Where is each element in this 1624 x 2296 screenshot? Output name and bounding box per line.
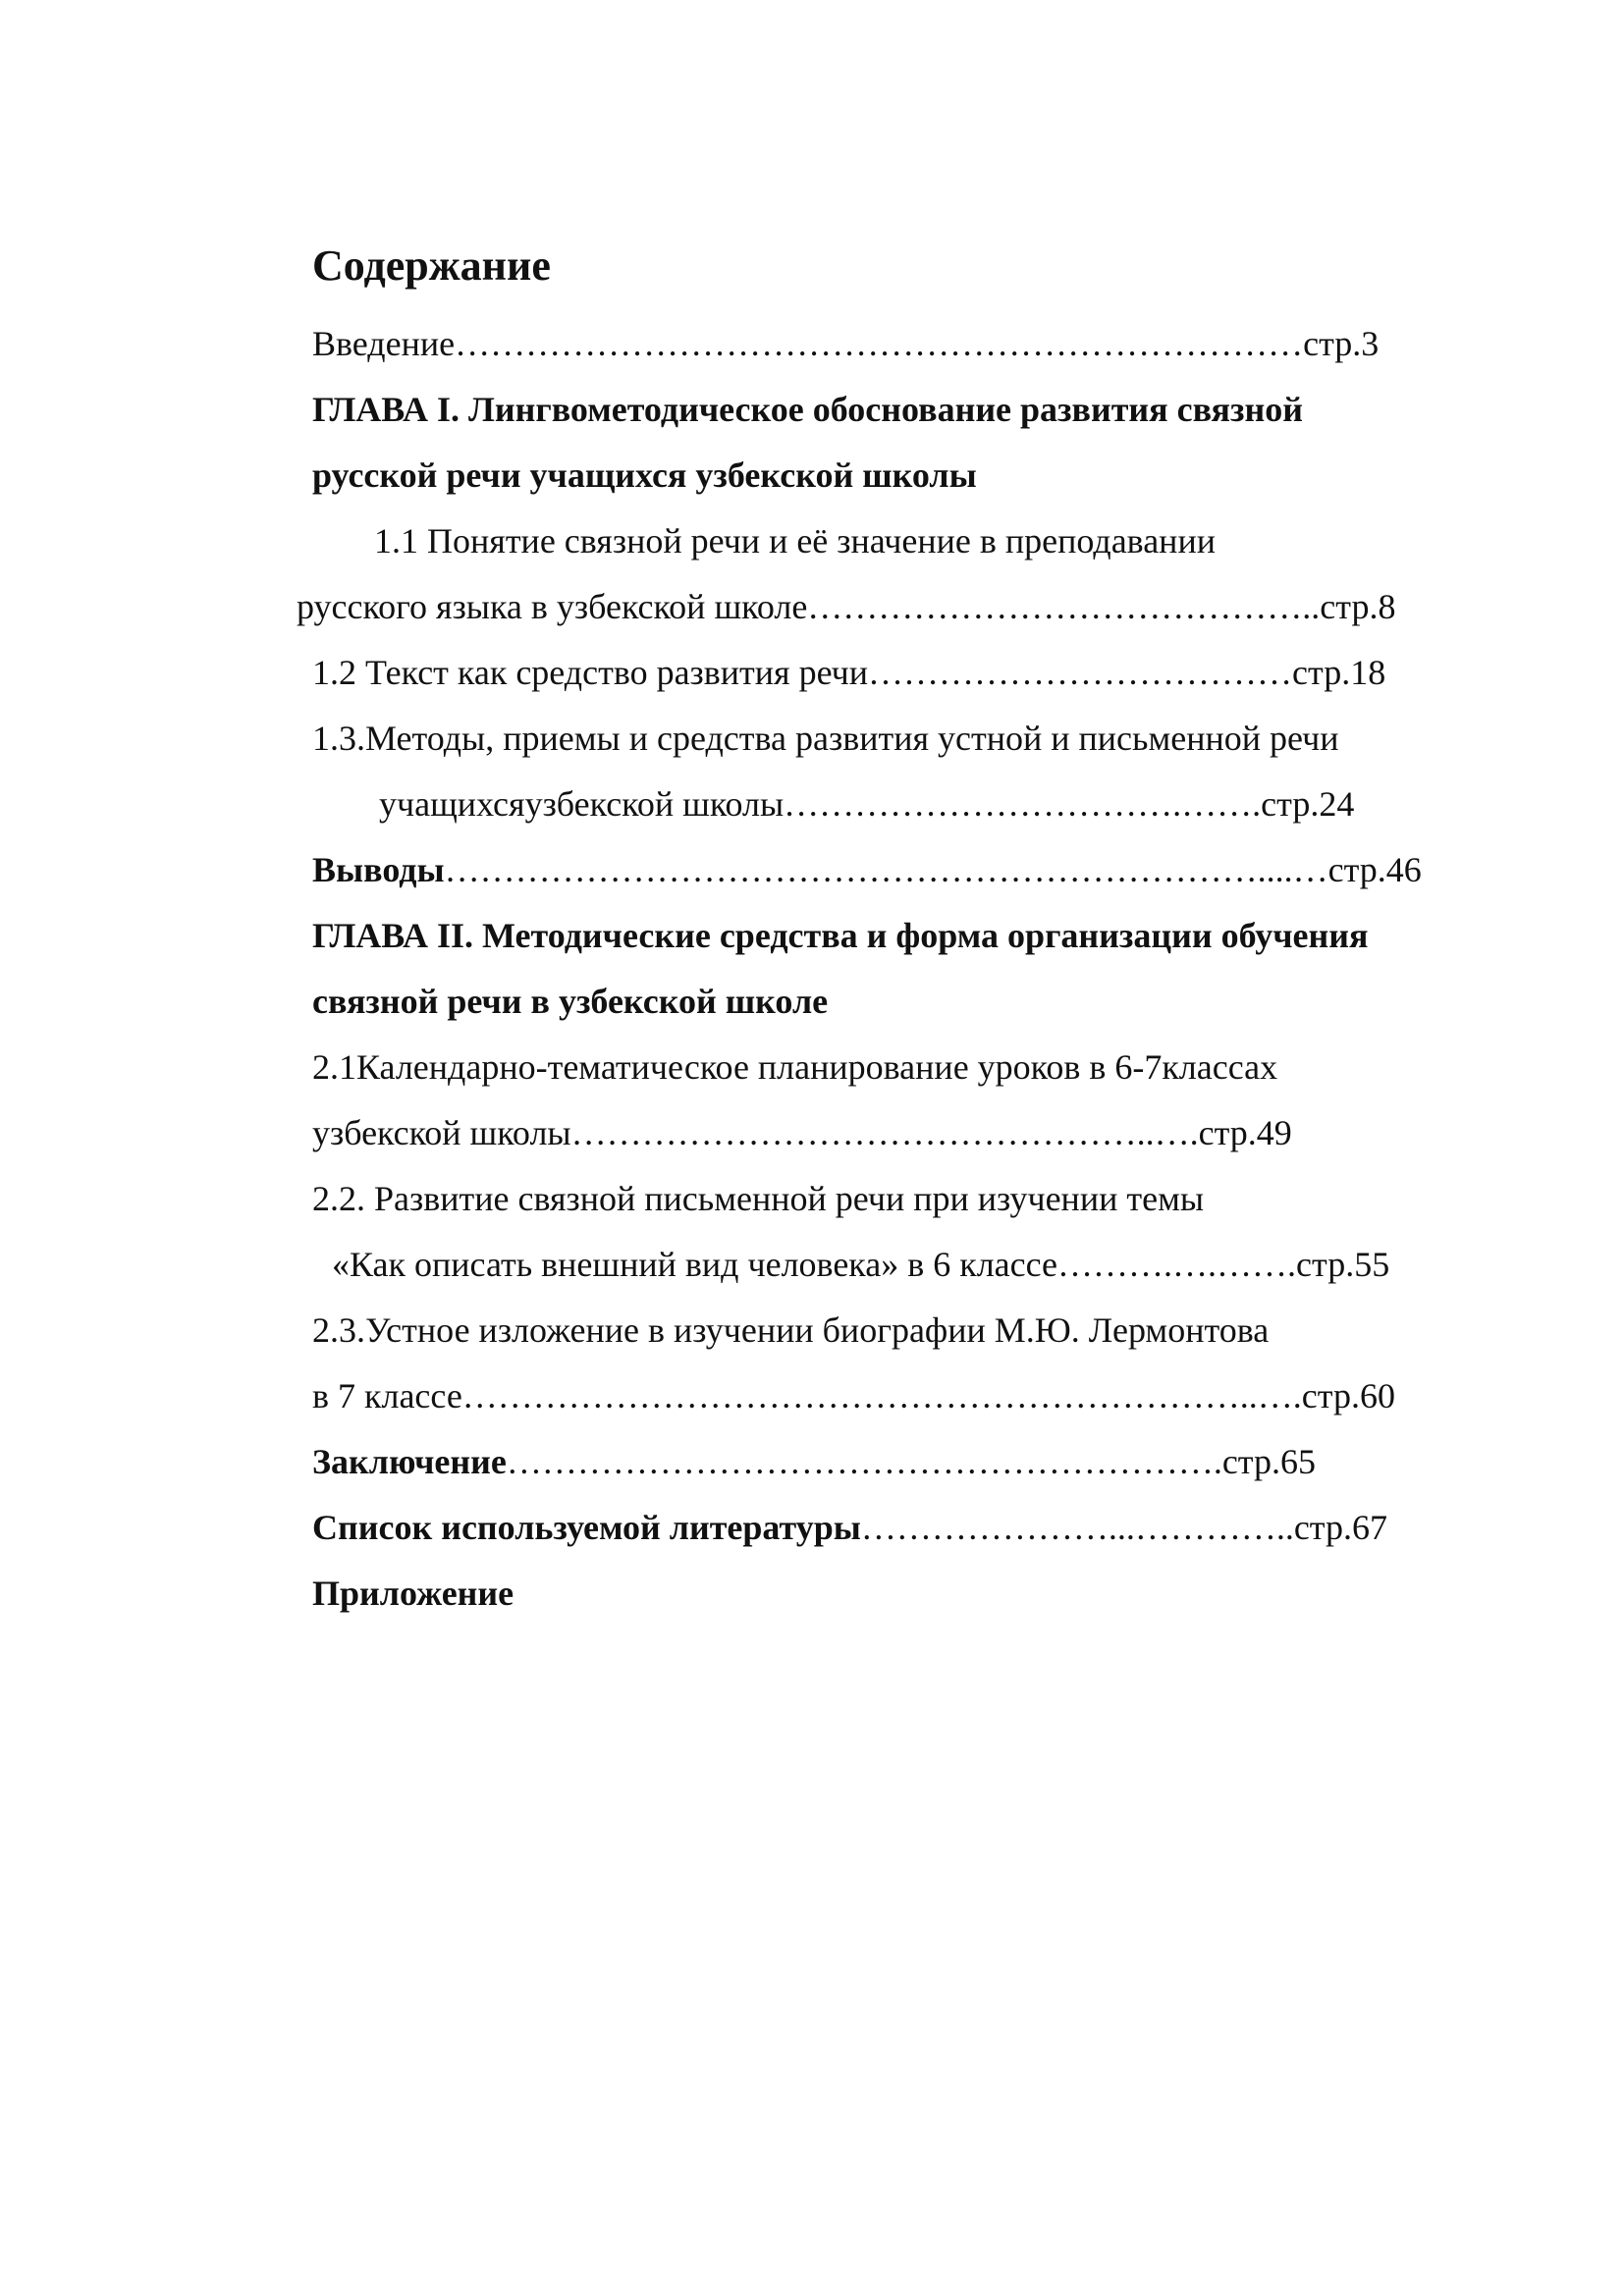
toc-entry-conclusions (312, 848, 1422, 891)
toc-entry-conclusions-leader: ……………………………………………………………....…стр.46 (444, 850, 1422, 889)
toc-chapter-2-heading-line-2: связной речи в узбекской школе (312, 982, 829, 1021)
toc-entry-literature-leader: …………………...…………..стр.67 (860, 1508, 1387, 1547)
toc-title: Содержание (312, 241, 551, 290)
toc-chapter-2-heading-line-1: ГЛАВА II. Методические средства и форма организации обучения (312, 916, 1369, 955)
toc-entry-2-2-line-2: «Как описать внешний вид человека» в 6 классе……….….…….стр.55 (332, 1245, 1390, 1284)
toc-entry-1-3-line-1: 1.3.Методы, приемы и средства развития устной и письменной речи (312, 719, 1339, 758)
toc-entry-conclusion-leader: …………………………………………………….стр.65 (506, 1442, 1316, 1481)
toc-entry-1-1-line-2: русского языка в узбекской школе……………………………………..стр.8 (297, 587, 1396, 626)
toc-entry-1-3-line-2: учащихсяузбекской школы…………………………….…….стр.24 (379, 784, 1355, 824)
toc-entry-1-1-line-1: 1.1 Понятие связной речи и её значение в преподавании (374, 521, 1216, 561)
toc-chapter-1-heading-line-1: ГЛАВА I. Лингвометодическое обоснование развития связной (312, 390, 1303, 429)
toc-entry-2-2-line-1: 2.2. Развитие связной письменной речи при изучении темы (312, 1179, 1205, 1218)
toc-entry-2-3-line-1: 2.3.Устное изложение в изучении биографии М.Ю. Лермонтова (312, 1310, 1270, 1350)
toc-entry-2-1-line-1: 2.1Календарно-тематическое планирование уроков в 6-7классах (312, 1047, 1278, 1087)
toc-entry-2-1-line-2: узбекской школы…………………………………………..….стр.49 (312, 1113, 1292, 1152)
toc-entry-literature-label: Список используемой литературы (312, 1508, 861, 1547)
toc-entry-conclusion-label: Заключение (312, 1442, 507, 1481)
toc-entry-appendix: Приложение (312, 1574, 514, 1613)
toc-chapter-1-heading-line-2: русской речи учащихся узбекской школы (312, 455, 977, 495)
toc-entry-conclusion (312, 1440, 1316, 1483)
toc-entry-literature (312, 1506, 1387, 1549)
toc-entry-2-3-line-2: в 7 классе…………………………………………………………..….стр.60 (312, 1376, 1395, 1415)
toc-entry-conclusions-label: Выводы (312, 850, 445, 889)
toc-entry-1-2: 1.2 Текст как средство развития речи………………………………стр.18 (312, 653, 1386, 692)
toc-entry-introduction: Введение………………………………………………………………стр.3 (312, 324, 1380, 363)
